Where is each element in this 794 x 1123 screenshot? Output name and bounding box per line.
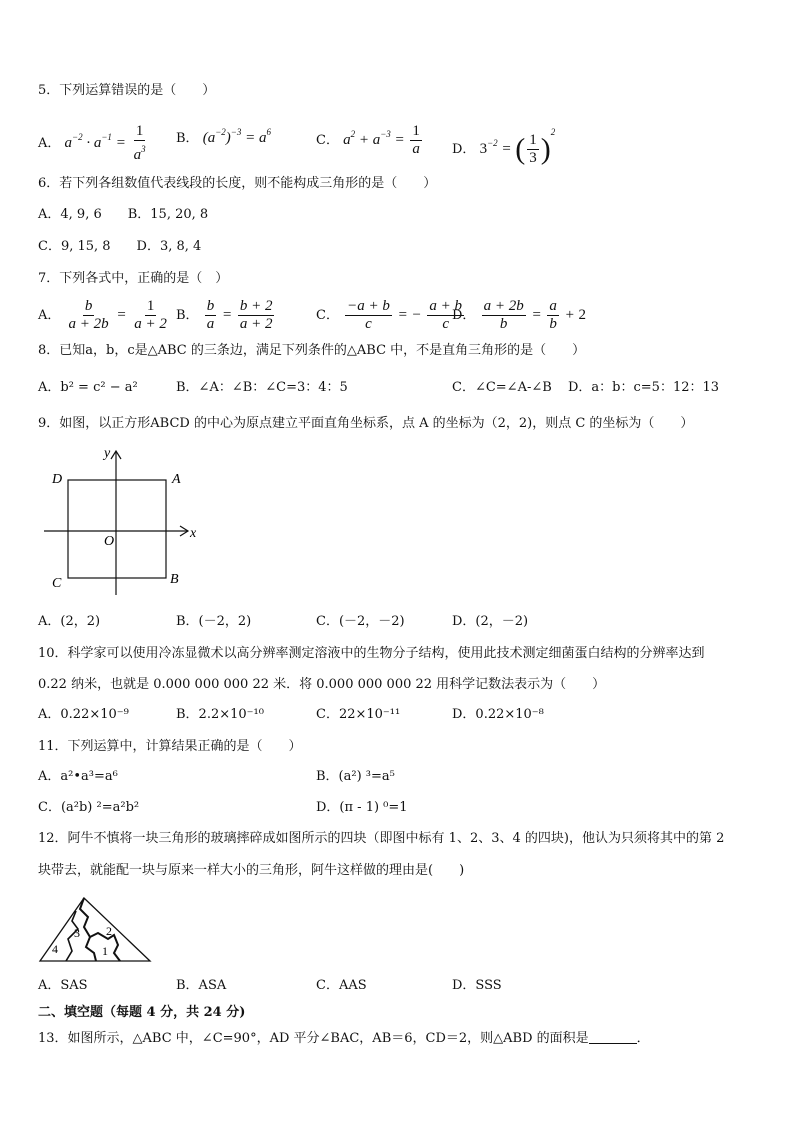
square-abcd bbox=[68, 480, 166, 578]
label-a: A bbox=[172, 472, 181, 487]
q9-option-d[interactable]: D．(2，－2) bbox=[452, 614, 529, 629]
q7-option-a[interactable]: A． $\frac{b}{a + 2b}$ = $\frac{1}{a + 2}$ bbox=[38, 298, 167, 332]
q13-end: ． bbox=[636, 1031, 650, 1046]
q13-line bbox=[38, 1030, 650, 1048]
q12-stem-line1: 12．阿牛不慎将一块三角形的玻璃摔碎成如图所示的四块（即图中标有 1、2、3、4 的四块)，他认为只须将其中的第 2 bbox=[38, 831, 725, 846]
q5-option-c[interactable]: C． $a^2 + a^{-3}$ = $\frac{1}{a}$ bbox=[316, 123, 420, 157]
q8-option-a[interactable]: A．b² = c² − a² bbox=[38, 380, 138, 395]
q13-answer-blank[interactable] bbox=[589, 1043, 637, 1044]
q10-stem-line2: 0.22 纳米，也就是 0.000 000 000 22 米．将 0.000 000 000 22 用科学记数法表示为（ ） bbox=[38, 677, 606, 692]
q5-option-d-label: D． bbox=[452, 142, 476, 157]
q5-option-b[interactable]: B． $(a^{-2})^{-3} = a^6$ bbox=[176, 127, 271, 146]
q5-stem: 5．下列运算错误的是（ ） bbox=[38, 83, 216, 98]
q10-option-d[interactable]: D．0.22×10⁻⁸ bbox=[452, 707, 544, 722]
label-origin: O bbox=[104, 534, 115, 549]
q7-option-b[interactable]: B． $\frac{b}{a}$ = $\frac{b + 2}{a + 2}$ bbox=[176, 298, 273, 332]
q13-stem: 13．如图所示，△ABC 中，∠C=90°，AD 平分∠BAC，AB＝6，CD＝2，则△ABD 的面积是 bbox=[38, 1031, 589, 1046]
q12-broken-triangle-figure bbox=[38, 895, 154, 965]
q9-option-a[interactable]: A．(2，2) bbox=[38, 614, 101, 629]
q9-option-b[interactable]: B．(－2，2) bbox=[176, 614, 252, 629]
q10-stem-line1: 10．科学家可以使用冷冻显微术以高分辨率测定溶液中的生物分子结构，使用此技术测定细菌蛋白结构的分辨率达到 bbox=[38, 646, 705, 661]
piece-2-label: 2 bbox=[106, 924, 112, 938]
label-x: x bbox=[190, 526, 197, 541]
q7-option-b-label: B． bbox=[176, 307, 199, 323]
section-2-title: 二、填空题（每题 4 分，共 24 分) bbox=[38, 1005, 246, 1020]
q7-option-a-label: A． bbox=[38, 307, 61, 323]
q12-option-a[interactable]: A．SAS bbox=[38, 978, 88, 993]
piece-4-label: 4 bbox=[52, 942, 58, 956]
q9-stem: 9．如图，以正方形ABCD 的中心为原点建立平面直角坐标系，点 A 的坐标为（2，2)，则点 C 的坐标为（ ） bbox=[38, 416, 694, 431]
q11-option-b[interactable]: B．(a²) ³=a⁵ bbox=[316, 769, 395, 784]
label-c: C bbox=[52, 576, 62, 591]
q11-option-a[interactable]: A．a²•a³=a⁶ bbox=[38, 769, 118, 784]
piece-1-label: 1 bbox=[102, 944, 108, 958]
q10-option-c[interactable]: C．22×10⁻¹¹ bbox=[316, 707, 401, 722]
label-b: B bbox=[170, 572, 179, 587]
label-d: D bbox=[52, 472, 63, 487]
q11-option-c[interactable]: C．(a²b) ²=a²b² bbox=[38, 800, 140, 815]
q5-option-a-label: A． bbox=[38, 135, 61, 151]
q7-option-d-label: D． bbox=[452, 307, 476, 323]
q6-options-row2[interactable]: C．9, 15, 8 D．3, 8, 4 bbox=[38, 239, 202, 254]
q11-stem: 11．下列运算中，计算结果正确的是（ ） bbox=[38, 739, 302, 754]
q6-stem: 6．若下列各组数值代表线段的长度，则不能构成三角形的是（ ） bbox=[38, 176, 437, 191]
q6-options-row1[interactable]: A．4, 9, 6 B．15, 20, 8 bbox=[38, 207, 209, 222]
q8-option-b[interactable]: B．∠A：∠B：∠C=3：4：5 bbox=[176, 380, 348, 395]
q12-stem-line2: 块带去，就能配一块与原来一样大小的三角形，阿牛这样做的理由是( ) bbox=[38, 863, 465, 878]
q8-option-c[interactable]: C．∠C=∠A-∠B bbox=[452, 380, 552, 395]
q7-option-c[interactable]: C． $\frac{-a + b}{c}$ = − $\frac{a + b}{c}$ bbox=[316, 298, 462, 332]
q12-option-c[interactable]: C．AAS bbox=[316, 978, 367, 993]
q9-option-c[interactable]: C．(－2，－2) bbox=[316, 614, 405, 629]
q5-option-c-label: C． bbox=[316, 132, 339, 148]
q7-option-d[interactable]: D． $\frac{a + 2b}{b}$ = $\frac{a}{b}$ + 2 bbox=[452, 298, 586, 332]
q12-option-b[interactable]: B．ASA bbox=[176, 978, 227, 993]
q7-option-c-label: C． bbox=[316, 307, 339, 323]
q7-stem: 7．下列各式中，正确的是（ ） bbox=[38, 271, 229, 286]
q8-option-d[interactable]: D．a：b：c=5：12：13 bbox=[568, 380, 720, 395]
q11-option-d[interactable]: D．(π - 1) ⁰=1 bbox=[316, 800, 408, 815]
piece-3-label: 3 bbox=[74, 926, 80, 940]
q10-option-a[interactable]: A．0.22×10⁻⁹ bbox=[38, 707, 129, 722]
label-y: y bbox=[104, 446, 111, 461]
q10-option-b[interactable]: B．2.2×10⁻¹⁰ bbox=[176, 707, 264, 722]
q5-option-b-label: B． bbox=[176, 131, 199, 146]
q8-stem: 8．已知a，b，c是△ABC 的三条边，满足下列条件的△ABC 中，不是直角三角形的是（ ） bbox=[38, 343, 586, 358]
q9-coordinate-figure bbox=[38, 445, 208, 597]
q12-option-d[interactable]: D．SSS bbox=[452, 978, 502, 993]
q5-option-a[interactable]: A． $a^{-2} \cdot a^{-1}$ = $\frac{1}{a^3}$ bbox=[38, 123, 146, 163]
q5-option-d[interactable]: D． $3^{-2}$ = ( $\frac{1}{3}$ )$^2$ bbox=[452, 127, 556, 167]
